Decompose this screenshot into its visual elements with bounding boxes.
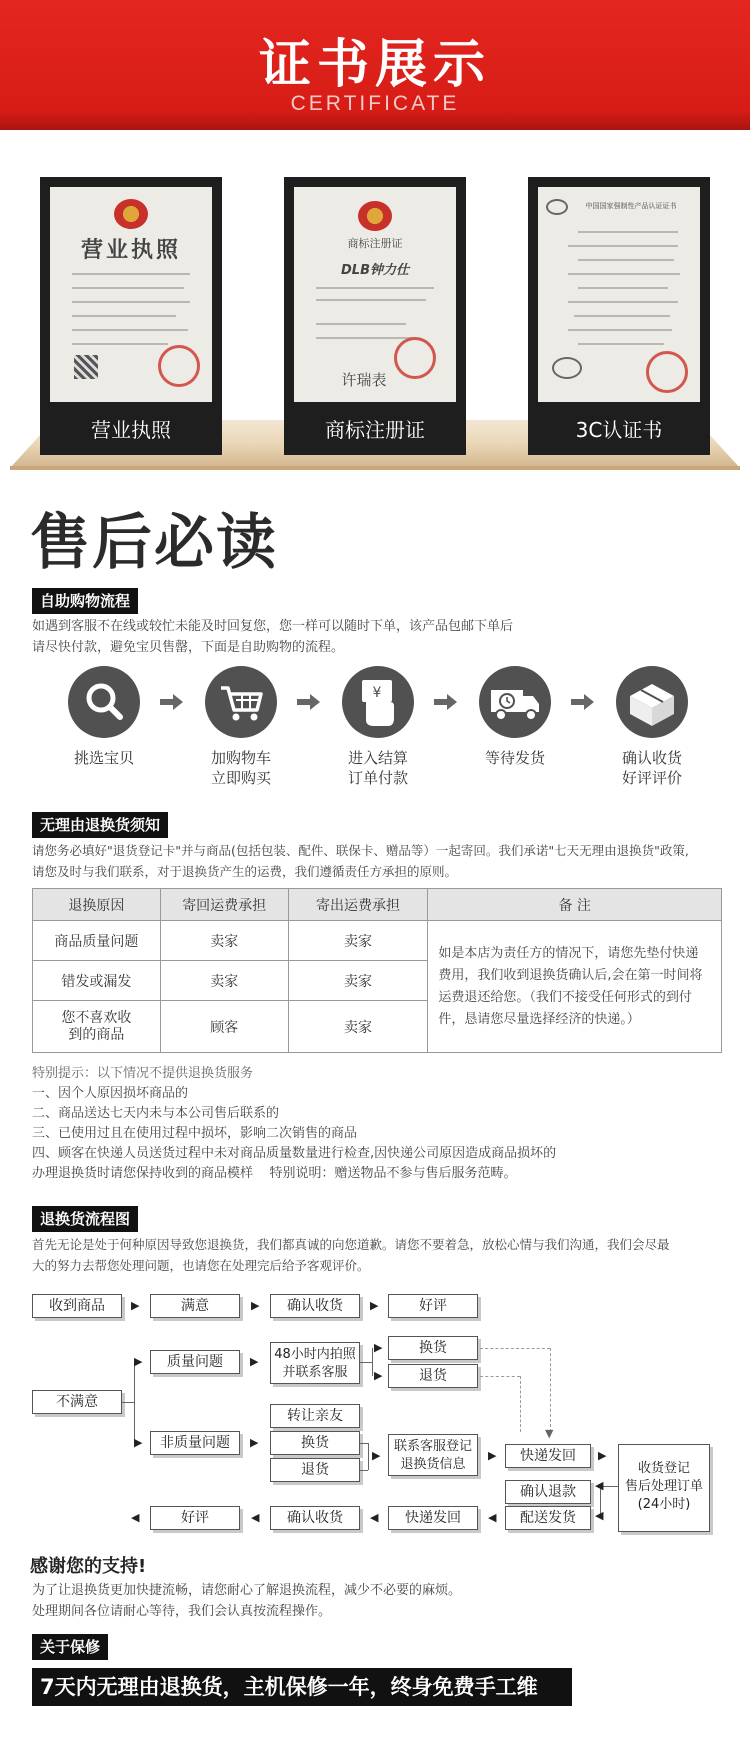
contact-48h-box: 48小时内拍照 并联系客服	[270, 1342, 360, 1384]
self-service-label: 自助购物流程	[32, 588, 138, 614]
trademark-doc-title: 商标注册证	[347, 237, 403, 250]
banner-subtitle: CERTIFICATE	[290, 92, 460, 115]
trademark-certificate	[284, 177, 466, 455]
ccc-certificate-label: 3C认证书	[575, 418, 663, 442]
special-notes	[32, 1064, 556, 1184]
table-cell: 错发或漏发	[33, 961, 161, 1001]
delivery-truck-icon	[479, 666, 551, 738]
official-seal-icon	[158, 345, 200, 387]
note-line: 三、已使用过且在使用过程中损坏，影响二次销售的商品	[32, 1126, 358, 1141]
payment-card-icon	[342, 666, 414, 738]
note-line: 二、商品送达七天内未与本公司售后联系的	[32, 1106, 280, 1121]
process-intro-line1: 首先无论是处于何种原因导致您退换货，我们都真诚的向您道歉。请您不要着急，放松心情与我们沟通，我们会尽最	[32, 1237, 670, 1252]
table-header: 退换原因	[33, 889, 161, 921]
table-cell: 卖家	[288, 921, 428, 961]
thanks-text	[32, 1580, 461, 1622]
step-label: 加购物车 立即购买	[210, 749, 271, 787]
trademark-mark: DLB钟力仕	[341, 263, 409, 278]
ccc-logo-icon	[552, 357, 582, 379]
self-service-intro-line2: 请尽快付款，避免宝贝售罄，下面是自助购物的流程。	[32, 640, 345, 655]
returns-table	[32, 888, 722, 1053]
unsatisfied-box: 不满意	[32, 1390, 122, 1414]
ship-back-box: 快递发回	[505, 1444, 591, 1468]
express-return-box: 快递发回	[388, 1506, 478, 1530]
national-emblem-icon	[358, 201, 392, 231]
table-row	[33, 921, 722, 961]
step-add-to-cart	[205, 666, 277, 738]
shelf-edge	[10, 466, 740, 470]
confirm-receipt-box: 确认收货	[270, 1294, 360, 1318]
returns-policy-intro-line2: 请您及时与我们联系，对于退换货产生的运费，我们遵循责任方承担的原则。	[32, 864, 458, 879]
note-line: 特别提示：以下情况不提供退换货服务	[32, 1066, 254, 1081]
step-confirm-receipt	[616, 666, 688, 738]
package-box-icon	[616, 666, 688, 738]
table-cell: 卖家	[288, 961, 428, 1001]
confirm-refund-box: 确认退款	[505, 1480, 591, 1504]
refund-box: 退货	[388, 1364, 478, 1388]
flow-arrow-icon	[434, 692, 458, 712]
returns-policy-intro	[32, 840, 689, 882]
satisfied-box: 满意	[150, 1294, 240, 1318]
business-license-label: 营业执照	[91, 418, 171, 442]
receive-goods-box: 收到商品	[32, 1294, 122, 1318]
table-cell: 顾客	[160, 1001, 288, 1053]
self-service-intro-line1: 如遇到客服不在线或较忙未能及时回复您，您一样可以随时下单，该产品包邮下单后	[32, 619, 514, 634]
transfer-friend-box: 转让亲友	[270, 1404, 360, 1428]
process-label: 退换货流程图	[32, 1206, 138, 1232]
certificate-banner	[0, 0, 750, 130]
banner-title: 证书展示	[258, 35, 491, 95]
step-label: 确认收货 好评评价	[621, 749, 682, 787]
table-header: 备 注	[428, 889, 722, 921]
business-license-doc-title: 营业执照	[80, 238, 181, 263]
step-label: 进入结算 订单付款	[347, 749, 408, 787]
contact-service-register-box: 联系客服登记 退换货信息	[388, 1434, 478, 1476]
table-cell: 卖家	[288, 1001, 428, 1053]
table-cell: 您不喜欢收 到的商品	[33, 1001, 161, 1053]
business-license-image	[50, 187, 212, 402]
flow-arrow-icon	[571, 692, 595, 712]
table-cell: 商品质量问题	[33, 921, 161, 961]
ccc-logo-icon	[546, 199, 568, 215]
step-select-item	[68, 666, 140, 738]
good-review-box: 好评	[388, 1294, 478, 1318]
ccc-doc-title: 中国国家强制性产品认证证书	[585, 202, 677, 210]
ccc-certificate	[528, 177, 710, 455]
exchange-box: 换货	[270, 1431, 360, 1455]
exchange-box: 换货	[388, 1336, 478, 1360]
receipt-registration-box: 收货登记 售后处理订单 (24小时)	[618, 1444, 710, 1532]
flow-arrow-icon	[160, 692, 184, 712]
trademark-label: 商标注册证	[325, 418, 425, 442]
quality-issue-box: 质量问题	[150, 1350, 240, 1374]
table-header: 寄出运费承担	[288, 889, 428, 921]
process-intro-line2: 大的努力去帮您处理问题，也请您在处理完后给予客观评价。	[32, 1258, 370, 1273]
warranty-slogan: 7天内无理由退换货，主机保修一年，终身免费手工维修。	[32, 1668, 572, 1706]
after-sales-title: 售后必读	[30, 508, 278, 578]
non-quality-issue-box: 非质量问题	[150, 1431, 240, 1455]
confirm-receipt-box: 确认收货	[270, 1506, 360, 1530]
process-intro	[32, 1234, 670, 1276]
self-service-intro	[32, 616, 513, 658]
thanks-line2: 处理期间各位请耐心等待，我们会认真按流程操作。	[32, 1604, 332, 1619]
table-header-row	[33, 889, 722, 921]
flow-arrow-icon	[297, 692, 321, 712]
note-line: 四、顾客在快递人员送货过程中未对商品质量数量进行检查,因快递公司原因造成商品损坏的	[32, 1146, 557, 1161]
table-note-cell: 如是本店为责任方的情况下，请您先垫付快递 费用，我们收到退换货确认后,会在第一时间将 运费退还给您。（我们不接受任何形式的到付 件，恳请您尽量选择经济的快递。）	[428, 921, 722, 1053]
step-label: 等待发货	[484, 749, 545, 767]
warranty-label: 关于保修	[32, 1634, 108, 1660]
thanks-title: 感谢您的支持!	[30, 1556, 147, 1577]
step-label: 挑选宝贝	[73, 749, 134, 767]
table-cell: 卖家	[160, 961, 288, 1001]
trademark-image	[294, 187, 456, 402]
dispatch-box: 配送发货	[505, 1506, 591, 1530]
good-review-box: 好评	[150, 1506, 240, 1530]
svg-text:¥: ¥	[372, 685, 382, 701]
national-emblem-icon	[114, 199, 148, 229]
shopping-cart-icon	[205, 666, 277, 738]
search-icon	[68, 666, 140, 738]
step-checkout	[342, 666, 414, 738]
table-cell: 卖家	[160, 921, 288, 961]
business-license-certificate	[40, 177, 222, 455]
trademark-signature: 许瑞表	[341, 371, 387, 389]
official-seal-icon	[646, 351, 688, 393]
table-header: 寄回运费承担	[160, 889, 288, 921]
note-line: 一、因个人原因损坏商品的	[32, 1086, 189, 1101]
thanks-line1: 为了让退换货更加快捷流畅，请您耐心了解退换流程，减少不必要的麻烦。	[32, 1583, 462, 1598]
returns-policy-label: 无理由退换货须知	[32, 812, 168, 838]
returns-policy-intro-line1: 请您务必填好"退货登记卡"并与商品(包括包装、配件、联保卡、赠品等）一起寄回。我们承诺"七天无理由退换货"政策,	[32, 843, 689, 858]
ccc-certificate-image	[538, 187, 700, 402]
note-line: 办理退换货时请您保持收到的商品模样 特别说明：赠送物品不参与售后服务范畴。	[32, 1166, 517, 1181]
qr-code-icon	[74, 355, 98, 379]
step-wait-shipping	[479, 666, 551, 738]
refund-box: 退货	[270, 1458, 360, 1482]
